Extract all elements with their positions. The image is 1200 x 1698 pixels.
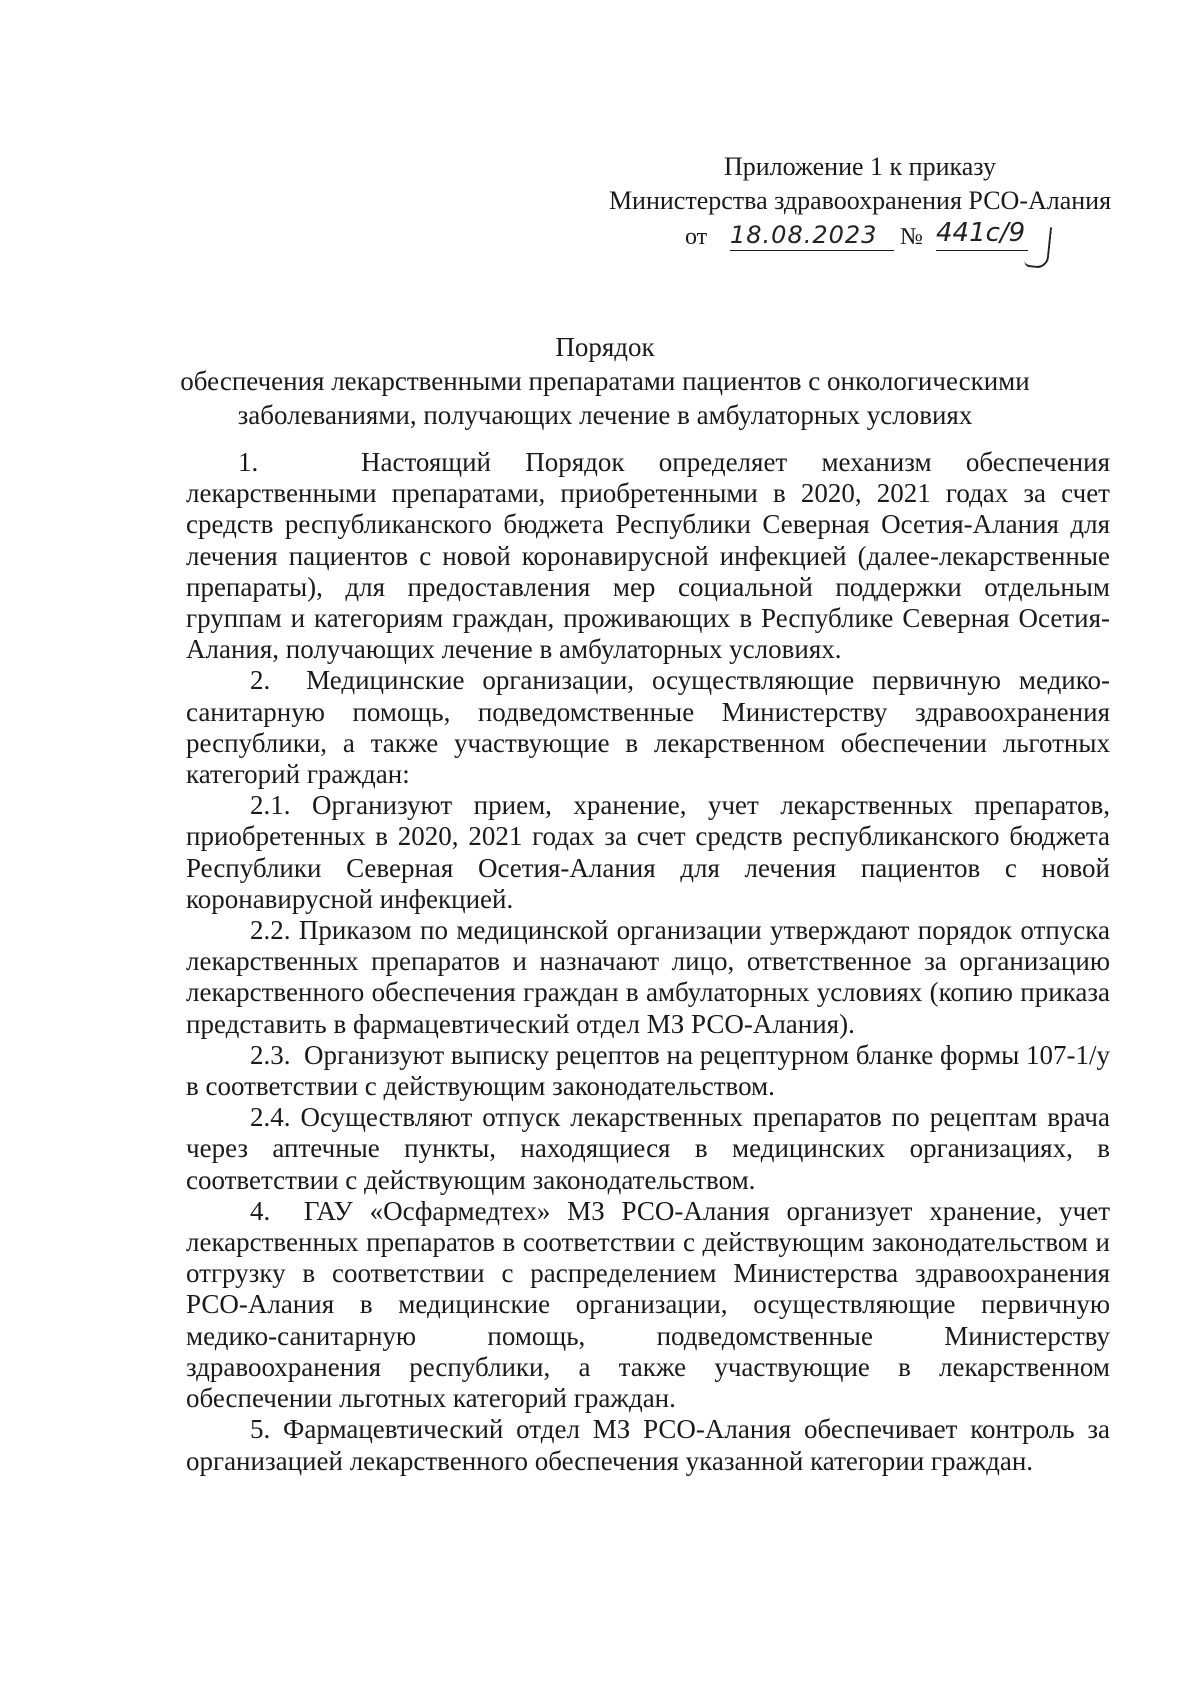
paragraph-4: 4. ГАУ «Осфармедтех» МЗ РСО-Алания организует хранение, учет лекарственных препаратов в соответствии с действующим законодательством и отгрузку в соответствии с распределением Министерства здравоохранения РСО-Алания в медицинские организации, осуществляющие первичную медико-санитарную помощь, подведомственные Министерству здравоохранения республики, а также участвующие в лекарственном обеспечении льготных категорий граждан. — [186, 1195, 1110, 1414]
number-prefix: № — [900, 224, 923, 250]
appendix-line: Приложение 1 к приказу — [723, 152, 996, 181]
handwritten-order-number: 441с/9 — [936, 216, 1028, 251]
date-prefix: от — [685, 224, 708, 250]
paragraph-2-1: 2.1. Организуют прием, хранение, учет лекарственных препаратов, приобретенных в 2020, 2021 годах за счет средств республиканского бюджета Республики Северная Осетия-Алания для лечения пациентов с новой коронавирусной инфекцией. — [186, 790, 1110, 914]
title-subtitle: обеспечения лекарственными препаратами пациентов с онкологическими заболеваниями, получающих лечение в амбулаторных условиях — [180, 366, 1030, 430]
title-main: Порядок — [555, 332, 655, 362]
paragraph-2-2: 2.2. Приказом по медицинской организации утверждают порядок отпуска лекарственных препаратов и назначают лицо, ответственное за организацию лекарственного обеспечения граждан в амбулаторных условиях (копию приказа представить в фармацевтический отдел МЗ РСО-Алания). — [186, 915, 1110, 1039]
paragraph-5: 5. Фармацевтический отдел МЗ РСО-Алания обеспечивает контроль за организацией лекарственного обеспечения указанной категории граждан. — [186, 1414, 1110, 1476]
order-reference — [580, 218, 1140, 258]
paragraph-2: 2. Медицинские организации, осуществляющие первичную медико-санитарную помощь, подведомственные Министерству здравоохранения республики, а также участвующие в лекарственном обеспечении льготных категорий граждан: — [186, 665, 1110, 790]
handwriting-stroke — [1024, 225, 1052, 269]
ministry-line: Министерства здравоохранения РСО-Алания — [608, 186, 1112, 215]
paragraph-2-3: 2.3. Организуют выписку рецептов на рецептурном бланке формы 107-1/у в соответствии с действующим законодательством. — [186, 1039, 1110, 1102]
document-title — [150, 330, 1060, 432]
document-header — [580, 150, 1140, 258]
paragraph-2-4: 2.4. Осуществляют отпуск лекарственных препаратов по рецептам врача через аптечные пункты, находящиеся в медицинских организациях, в соответствии с действующим законодательством. — [186, 1102, 1110, 1195]
document-body — [186, 447, 1110, 1477]
paragraph-1: 1. Настоящий Порядок определяет механизм обеспечения лекарственными препаратами, приобретенными в 2020, 2021 годах за счет средств республиканского бюджета Республики Северная Осетия-Алания для лечения пациентов с новой коронавирусной инфекцией (далее-лекарственные препараты), для предоставления мер социальной поддержки отдельным группам и категориям граждан, проживающих в Республике Северная Осетия-Алания, получающих лечение в амбулаторных условиях. — [186, 447, 1110, 665]
handwritten-date: 18.08.2023 — [730, 218, 894, 251]
